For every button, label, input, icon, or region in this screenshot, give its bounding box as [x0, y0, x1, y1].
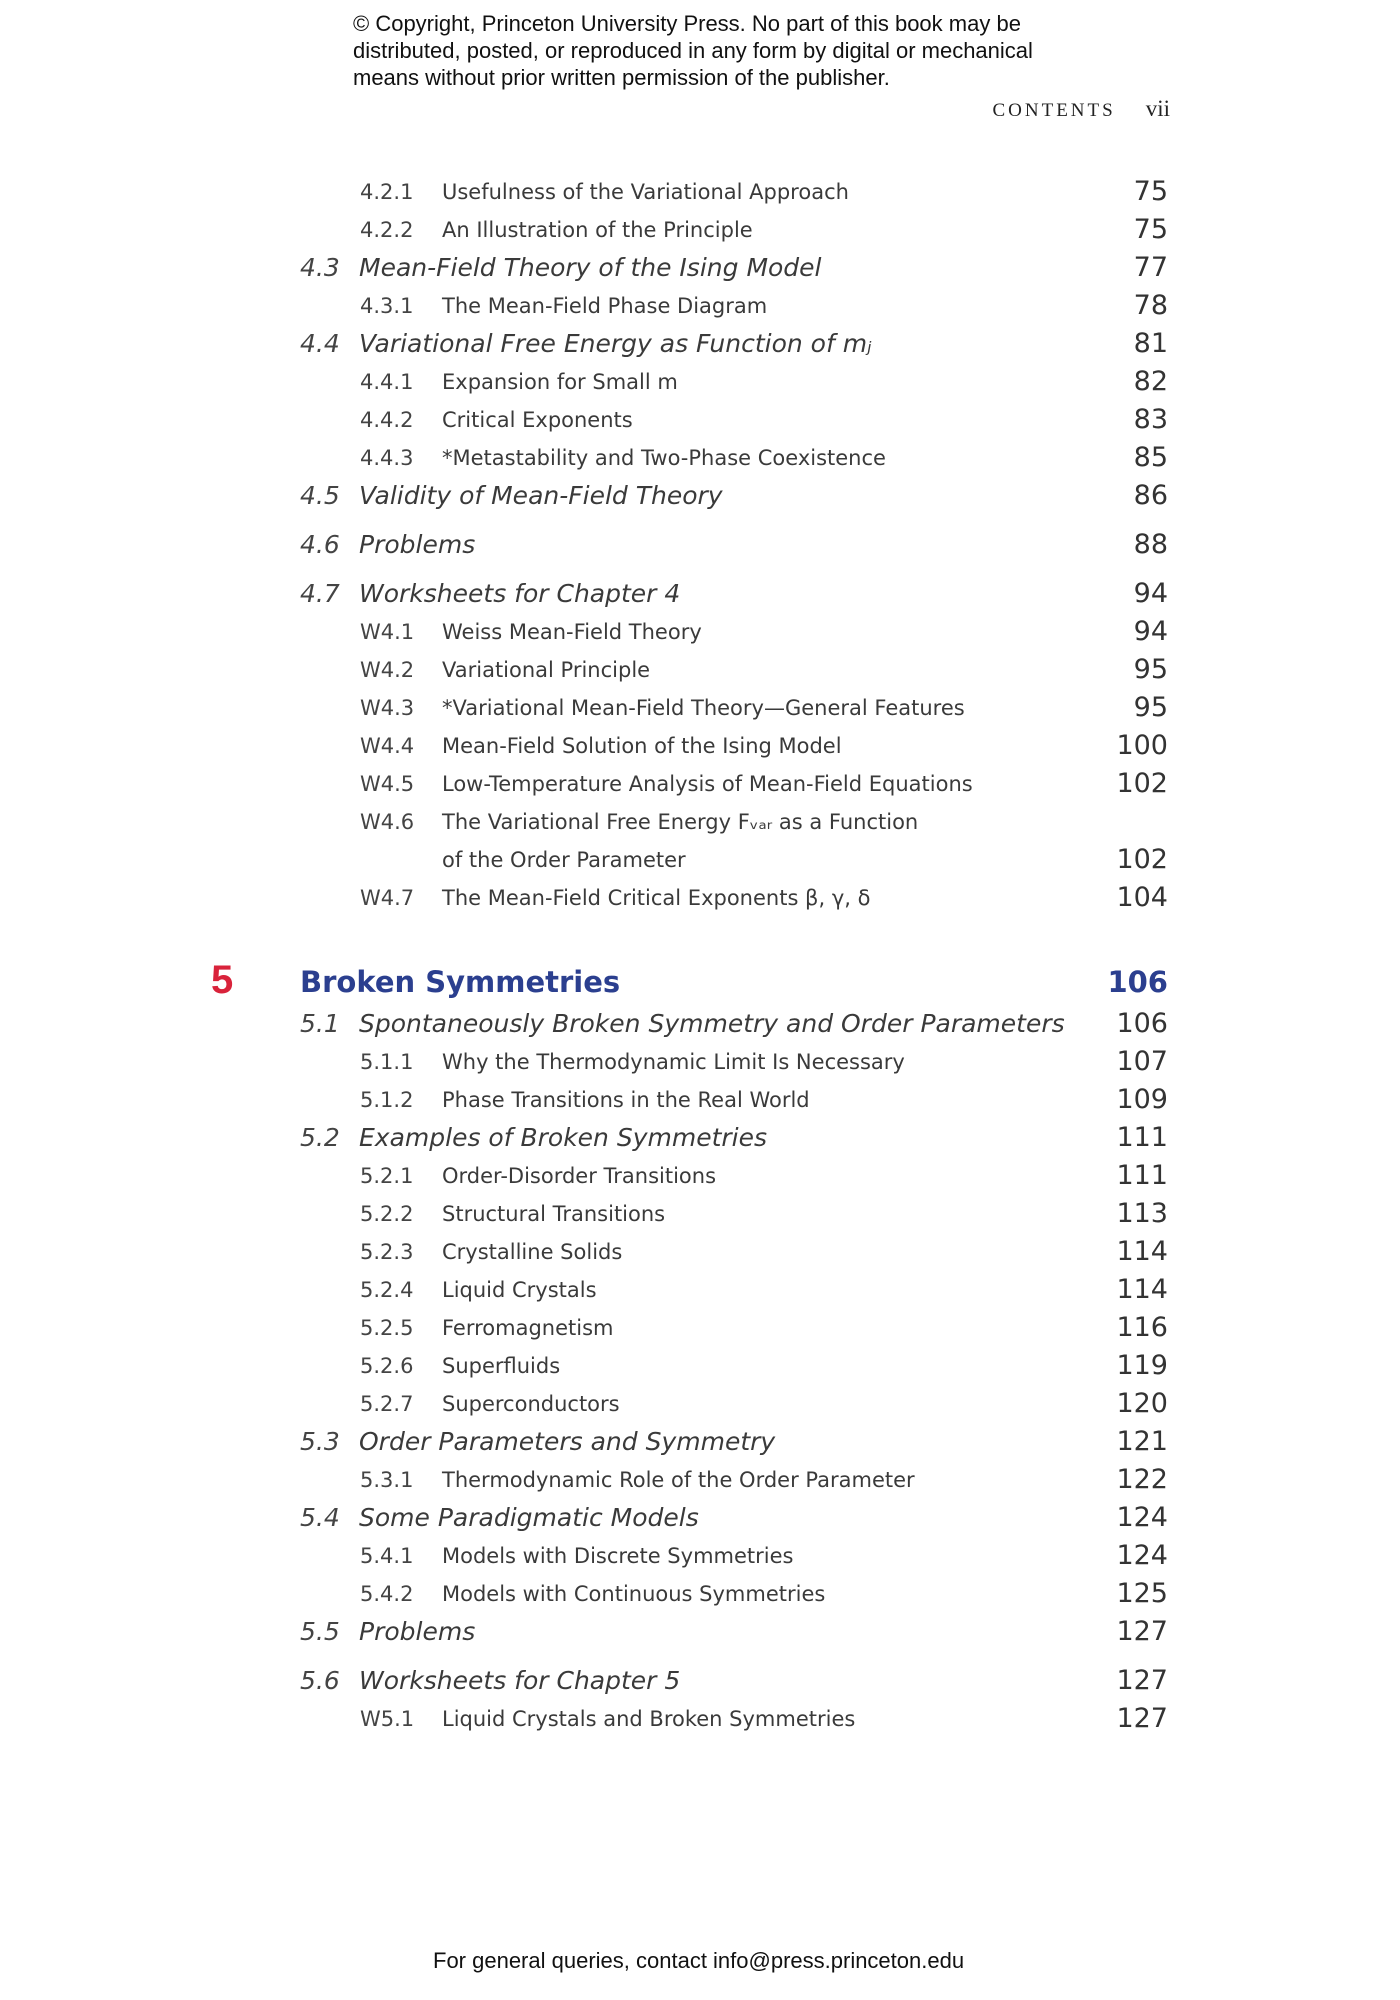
- toc-entry-number: 5.3.1: [360, 1468, 414, 1492]
- toc-entry-page: 124: [1116, 1540, 1168, 1571]
- toc-entry[interactable]: [0, 325, 1400, 363]
- toc-entry[interactable]: [0, 287, 1400, 325]
- toc-entry-number: W4.2: [360, 658, 415, 682]
- toc-entry-number: 4.2.1: [360, 180, 414, 204]
- toc-entry-page: 100: [1116, 730, 1168, 761]
- toc-entry-page: 95: [1133, 692, 1168, 723]
- toc-entry[interactable]: [0, 651, 1400, 689]
- toc-entry-page: 116: [1116, 1312, 1168, 1343]
- toc-entry-page: 94: [1133, 578, 1168, 609]
- toc-entry-page: 75: [1133, 214, 1168, 245]
- toc-entry[interactable]: [0, 1119, 1400, 1157]
- toc-entry-number: 5.2.5: [360, 1316, 414, 1340]
- toc-entry[interactable]: [0, 765, 1400, 803]
- toc-entry-page: 102: [1116, 768, 1168, 799]
- toc-entry[interactable]: [0, 1537, 1400, 1575]
- toc-entry-number: W4.3: [360, 696, 415, 720]
- toc-entry-number: 5.6: [300, 1666, 340, 1695]
- toc-entry[interactable]: [0, 211, 1400, 249]
- toc-entry-number: 5.2.6: [360, 1354, 414, 1378]
- toc-entry-page: 111: [1116, 1122, 1168, 1153]
- toc-entry-title: Variational Principle: [442, 658, 651, 682]
- toc-entry-title: Variational Free Energy as Function of mⱼ: [359, 329, 872, 358]
- toc-entry-page: 127: [1116, 1665, 1168, 1696]
- toc-entry-title: Weiss Mean-Field Theory: [442, 620, 702, 644]
- toc-entry[interactable]: [0, 1347, 1400, 1385]
- toc-entry[interactable]: [0, 613, 1400, 651]
- toc-entry[interactable]: [0, 401, 1400, 439]
- toc-entry-title: Superconductors: [442, 1392, 620, 1416]
- toc-entry-number: 4.3: [300, 253, 340, 282]
- toc-entry-number: 5.1.1: [360, 1050, 414, 1074]
- toc-entry-number: 5.2.1: [360, 1164, 414, 1188]
- toc-entry-number: 5.2: [300, 1123, 340, 1152]
- toc-entry-number: W4.7: [360, 886, 415, 910]
- toc-entry-page: 122: [1116, 1464, 1168, 1495]
- toc-entry-number: 5.4.1: [360, 1544, 414, 1568]
- toc-entry-page: 75: [1133, 176, 1168, 207]
- toc-entry-number: 4.7: [300, 579, 340, 608]
- toc-entry[interactable]: [0, 575, 1400, 613]
- toc-entry-title: Phase Transitions in the Real World: [442, 1088, 810, 1112]
- toc-entry[interactable]: [0, 477, 1400, 515]
- toc-entry-title: Problems: [359, 530, 476, 559]
- toc-entry-number: 5.4: [300, 1503, 340, 1532]
- toc-entry-title: Spontaneously Broken Symmetry and Order Parameters: [359, 1009, 1065, 1038]
- toc-entry-number: 5.2.2: [360, 1202, 414, 1226]
- toc-entry-page: 95: [1133, 654, 1168, 685]
- toc-entry-page: 125: [1116, 1578, 1168, 1609]
- toc-entry-page: 88: [1133, 529, 1168, 560]
- toc-entry-title: of the Order Parameter: [442, 848, 686, 872]
- toc-entry-title: Worksheets for Chapter 5: [359, 1666, 681, 1695]
- toc-entry[interactable]: [0, 1499, 1400, 1537]
- toc-entry[interactable]: [0, 1423, 1400, 1461]
- toc-entry-title: *Metastability and Two-Phase Coexistence: [442, 446, 886, 470]
- toc-entry-number: 4.2.2: [360, 218, 414, 242]
- toc-entry[interactable]: [0, 1575, 1400, 1613]
- chapter-page: 106: [1107, 965, 1168, 999]
- toc-entry-page: 104: [1116, 882, 1168, 913]
- toc-entry-number: W4.6: [360, 810, 415, 834]
- toc-entry-page: 111: [1116, 1160, 1168, 1191]
- toc-entry-title: Ferromagnetism: [442, 1316, 614, 1340]
- toc-entry-number: W4.5: [360, 772, 415, 796]
- toc-entry-title: Examples of Broken Symmetries: [359, 1123, 768, 1152]
- toc-entry-number: 4.4.2: [360, 408, 414, 432]
- toc-entry-title: Usefulness of the Variational Approach: [442, 180, 849, 204]
- toc-entry[interactable]: [0, 803, 1400, 841]
- toc-entry-number: 4.5: [300, 481, 340, 510]
- toc-entry-page: 107: [1116, 1046, 1168, 1077]
- toc-entry-page: 94: [1133, 616, 1168, 647]
- toc-entry-page: 127: [1116, 1616, 1168, 1647]
- toc-entry-page: 85: [1133, 442, 1168, 473]
- toc-entry[interactable]: [0, 1613, 1400, 1651]
- toc-entry-title: Why the Thermodynamic Limit Is Necessary: [442, 1050, 905, 1074]
- toc-entry-number: 5.4.2: [360, 1582, 414, 1606]
- toc-entry-page: 113: [1116, 1198, 1168, 1229]
- toc-entry-title: Critical Exponents: [442, 408, 633, 432]
- toc-entry-title: Models with Discrete Symmetries: [442, 1544, 794, 1568]
- toc-entry[interactable]: [0, 1081, 1400, 1119]
- chapter-number: 5: [211, 958, 234, 1002]
- toc-entry-number: 5.2.7: [360, 1392, 414, 1416]
- toc-entry-number: 4.4.1: [360, 370, 414, 394]
- toc-entry[interactable]: [0, 526, 1400, 564]
- copyright-line: distributed, posted, or reproduced in any form by digital or mechanical: [353, 38, 1033, 63]
- toc-entry-page: 86: [1133, 480, 1168, 511]
- toc-entry[interactable]: [0, 879, 1400, 917]
- toc-entry-title: The Variational Free Energy Fᵥₐᵣ as a Function: [442, 810, 919, 834]
- toc-entry-title: The Mean-Field Critical Exponents β, γ, δ: [442, 886, 871, 910]
- toc-entry-title: Order Parameters and Symmetry: [359, 1427, 776, 1456]
- toc-entry-number: 5.3: [300, 1427, 340, 1456]
- toc-entry-title: Problems: [359, 1617, 476, 1646]
- toc-entry-number: 4.4.3: [360, 446, 414, 470]
- toc-entry-number: 4.3.1: [360, 294, 414, 318]
- toc-entry[interactable]: [0, 1005, 1400, 1043]
- copyright-line: © Copyright, Princeton University Press. No part of this book may be: [353, 11, 1021, 36]
- toc-entry-number: 4.6: [300, 530, 340, 559]
- toc-entry-title: *Variational Mean-Field Theory—General Features: [442, 696, 965, 720]
- toc-entry[interactable]: [0, 173, 1400, 211]
- toc-entry-page: 78: [1133, 290, 1168, 321]
- toc-entry-number: 5.1: [300, 1009, 340, 1038]
- running-head-title: CONTENTS: [992, 100, 1116, 121]
- toc-entry-title: Some Paradigmatic Models: [359, 1503, 699, 1532]
- toc-entry-title: Mean-Field Theory of the Ising Model: [359, 253, 822, 282]
- toc-entry-title: Validity of Mean-Field Theory: [359, 481, 723, 510]
- toc-entry[interactable]: [0, 1385, 1400, 1423]
- toc-entry-page: 106: [1116, 1008, 1168, 1039]
- toc-entry-number: 4.4: [300, 329, 340, 358]
- page-number: vii: [1145, 96, 1170, 121]
- toc-entry-number: W5.1: [360, 1707, 415, 1731]
- toc-entry-title: Structural Transitions: [442, 1202, 666, 1226]
- toc-entry-number: 5.2.3: [360, 1240, 414, 1264]
- toc-entry-page: 119: [1116, 1350, 1168, 1381]
- toc-entry-number: W4.4: [360, 734, 415, 758]
- toc-entry[interactable]: [0, 1461, 1400, 1499]
- toc-entry-title: Expansion for Small m: [442, 370, 678, 394]
- toc-entry-title: Liquid Crystals and Broken Symmetries: [442, 1707, 856, 1731]
- toc-entry-title: Mean-Field Solution of the Ising Model: [442, 734, 842, 758]
- toc-entry-title: Superfluids: [442, 1354, 561, 1378]
- toc-entry-page: 77: [1133, 252, 1168, 283]
- toc-entry-title: Thermodynamic Role of the Order Parameter: [442, 1468, 915, 1492]
- toc-entry-page: 102: [1116, 844, 1168, 875]
- toc-entry-title: Liquid Crystals: [442, 1278, 597, 1302]
- toc-entry[interactable]: [0, 1662, 1400, 1700]
- toc-entry-number: 5.2.4: [360, 1278, 414, 1302]
- toc-entry-number: W4.1: [360, 620, 415, 644]
- toc-entry[interactable]: [0, 1043, 1400, 1081]
- toc-entry[interactable]: [0, 1195, 1400, 1233]
- toc-entry-title: An Illustration of the Principle: [442, 218, 753, 242]
- toc-entry[interactable]: [0, 689, 1400, 727]
- toc-entry-title: Low-Temperature Analysis of Mean-Field Equations: [442, 772, 973, 796]
- toc-entry-page: 127: [1116, 1703, 1168, 1734]
- toc-entry-page: 109: [1116, 1084, 1168, 1115]
- toc-entry[interactable]: [0, 1233, 1400, 1271]
- toc-entry-title: Models with Continuous Symmetries: [442, 1582, 826, 1606]
- toc-entry-number: 5.5: [300, 1617, 340, 1646]
- toc-entry[interactable]: [0, 249, 1400, 287]
- toc-entry-page: 114: [1116, 1274, 1168, 1305]
- toc-entry[interactable]: [0, 1700, 1400, 1738]
- toc-entry-page: 114: [1116, 1236, 1168, 1267]
- toc-entry[interactable]: [0, 841, 1400, 879]
- toc-entry-title: Order-Disorder Transitions: [442, 1164, 717, 1188]
- toc-entry-title: Crystalline Solids: [442, 1240, 623, 1264]
- toc-entry-page: 120: [1116, 1388, 1168, 1419]
- toc-entry[interactable]: [0, 1309, 1400, 1347]
- toc-entry-page: 83: [1133, 404, 1168, 435]
- toc-entry[interactable]: [0, 439, 1400, 477]
- toc-entry[interactable]: [0, 363, 1400, 401]
- toc-entry-page: 124: [1116, 1502, 1168, 1533]
- toc-entry-page: 121: [1116, 1426, 1168, 1457]
- chapter-title: Broken Symmetries: [300, 965, 621, 999]
- toc-entry[interactable]: [0, 1157, 1400, 1195]
- footer-contact: For general queries, contact info@press.princeton.edu: [433, 1948, 965, 1973]
- toc-entry-number: 5.1.2: [360, 1088, 414, 1112]
- toc-entry-title: The Mean-Field Phase Diagram: [442, 294, 768, 318]
- toc-entry-title: Worksheets for Chapter 4: [359, 579, 681, 608]
- copyright-line: means without prior written permission of the publisher.: [353, 65, 890, 90]
- toc-entry-page: 81: [1133, 328, 1168, 359]
- toc-entry-page: 82: [1133, 366, 1168, 397]
- toc-entry[interactable]: [0, 727, 1400, 765]
- toc-entry[interactable]: [0, 1271, 1400, 1309]
